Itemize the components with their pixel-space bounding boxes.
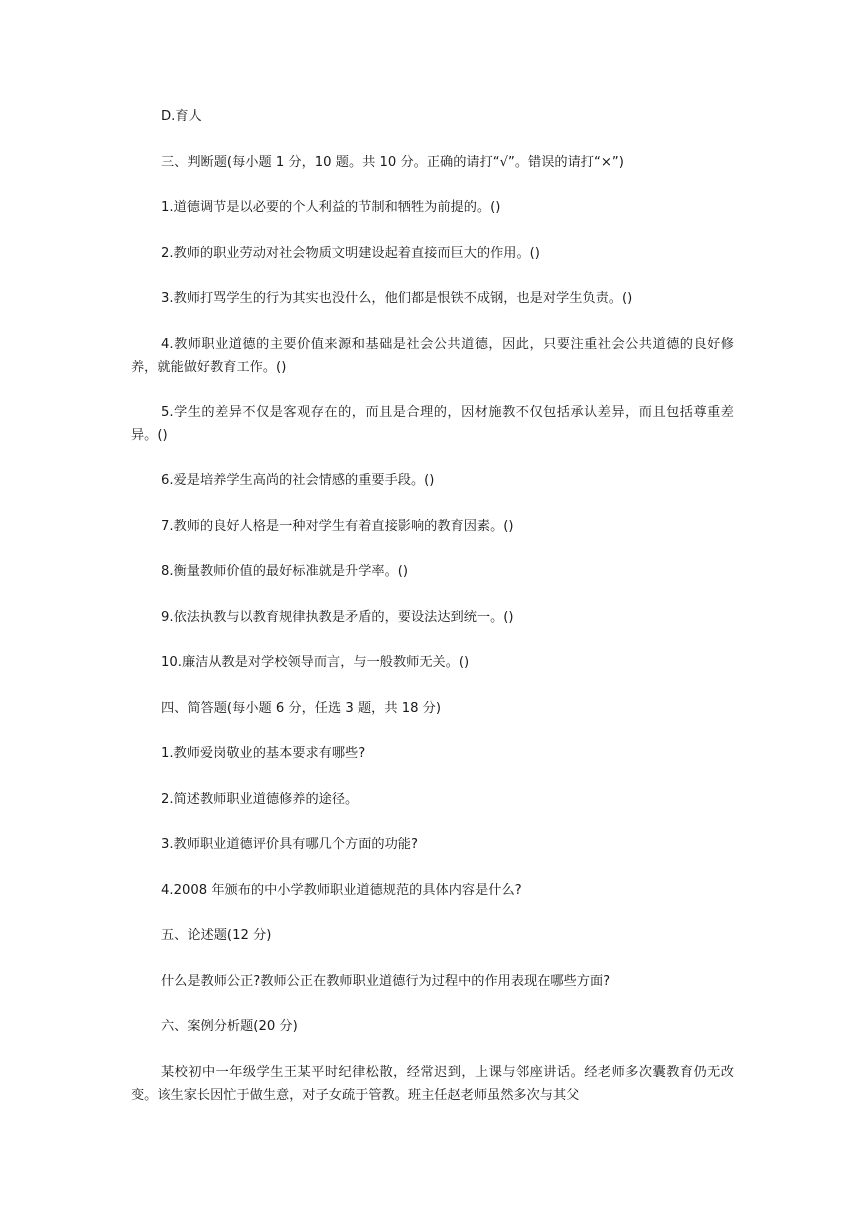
judgment-question-3: 3.教师打骂学生的行为其实也没什么，他们都是恨铁不成钢，也是对学生负责。() [161, 291, 633, 306]
section-three-heading: 三、判断题(每小题 1 分，10 题。共 10 分。正确的请打“√”。错误的请打“×”) [161, 155, 624, 170]
option-d: D.育人 [161, 109, 202, 124]
judgment-question-5: 5.学生的差异不仅是客观存在的，而且是合理的，因材施教不仅包括承认差异，而且包括尊重差异。() [131, 405, 734, 443]
section-five-heading: 五、论述题(12 分) [161, 928, 272, 943]
section-four-heading: 四、简答题(每小题 6 分，任选 3 题，共 18 分) [161, 701, 442, 716]
judgment-question-10: 10.廉洁从教是对学校领导而言，与一般教师无关。() [161, 655, 470, 670]
judgment-question-9: 9.依法执教与以教育规律执教是矛盾的，要设法达到统一。() [161, 610, 514, 625]
judgment-question-6: 6.爱是培养学生高尚的社会情感的重要手段。() [161, 473, 435, 488]
essay-question: 什么是教师公正?教师公正在教师职业道德行为过程中的作用表现在哪些方面? [161, 974, 611, 989]
judgment-question-4: 4.教师职业道德的主要价值来源和基础是社会公共道德，因此，只要注重社会公共道德的良好修养，就能做好教育工作。() [131, 337, 734, 375]
judgment-question-8: 8.衡量教师价值的最好标准就是升学率。() [161, 564, 409, 579]
judgment-question-7: 7.教师的良好人格是一种对学生有着直接影响的教育因素。() [161, 519, 514, 534]
short-answer-question-1: 1.教师爱岗敬业的基本要求有哪些? [161, 746, 366, 761]
case-study-text: 某校初中一年级学生王某平时纪律松散，经常迟到，上课与邻座讲话。经老师多次囊教育仍无改变。该生家长因忙于做生意，对子女疏于管教。班主任赵老师虽然多次与其父 [131, 1065, 734, 1103]
section-six-heading: 六、案例分析题(20 分) [161, 1019, 298, 1034]
short-answer-question-2: 2.简述教师职业道德修养的途径。 [161, 792, 359, 807]
judgment-question-1: 1.道德调节是以必要的个人利益的节制和牺牲为前提的。() [161, 200, 501, 215]
short-answer-question-3: 3.教师职业道德评价具有哪几个方面的功能? [161, 837, 418, 852]
judgment-question-2: 2.教师的职业劳动对社会物质文明建设起着直接而巨大的作用。() [161, 246, 540, 261]
short-answer-question-4: 4.2008 年颁布的中小学教师职业道德规范的具体内容是什么? [161, 883, 522, 898]
